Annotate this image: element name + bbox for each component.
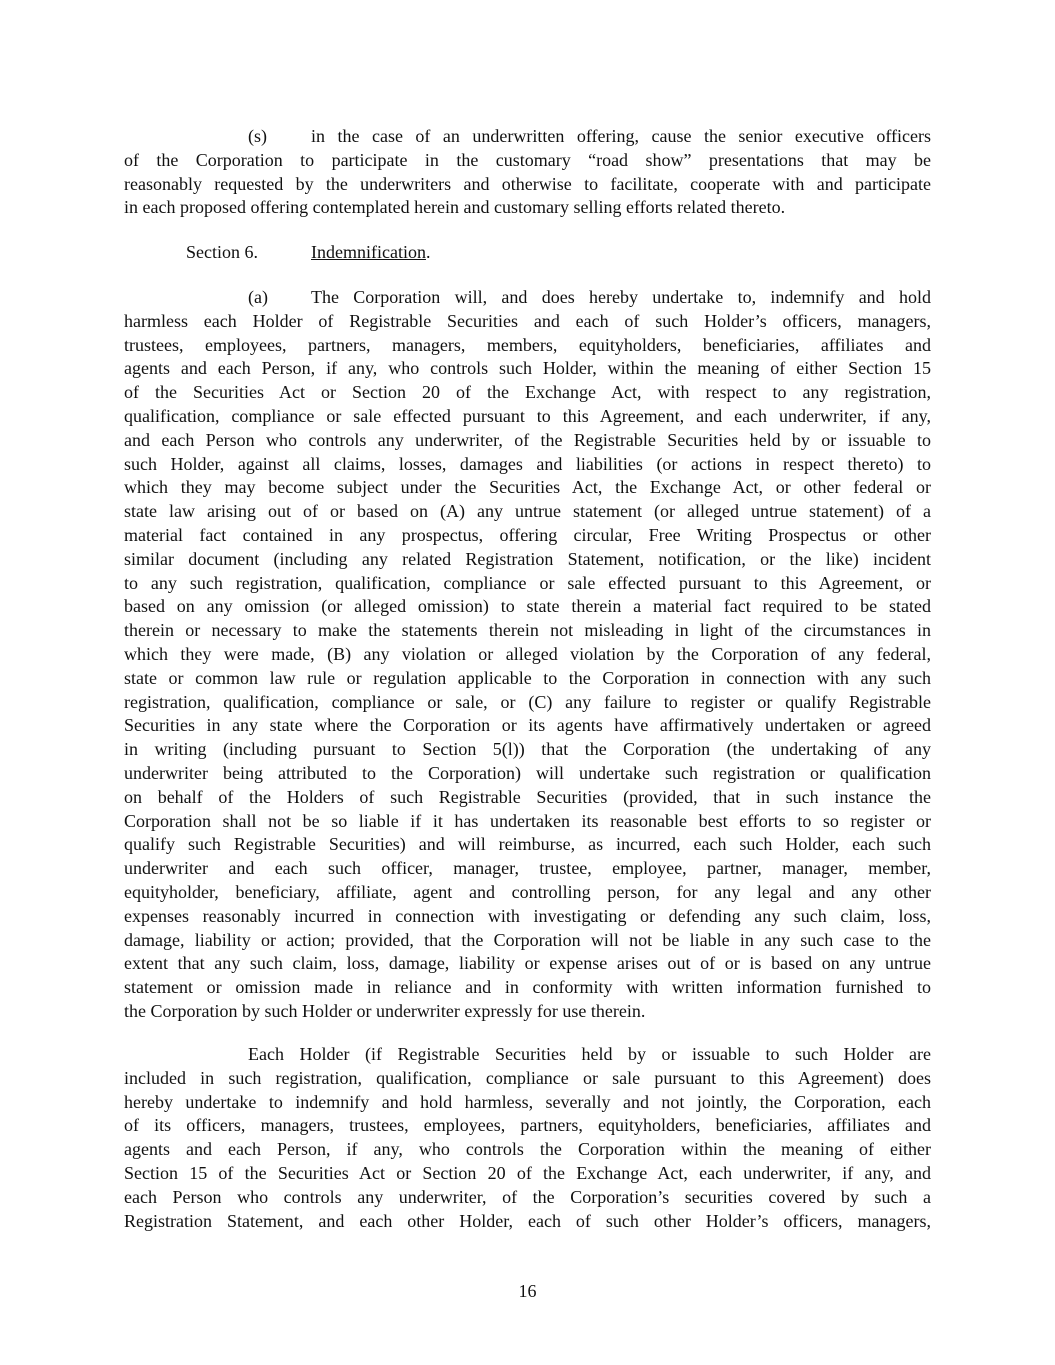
text-line	[124, 952, 931, 976]
text-line-content: material fact contained in any prospectus, offering circular, Free Writing Prospectus or other	[124, 524, 931, 545]
paragraph-label: (s)	[248, 126, 267, 146]
text-line-content: in writing (including pursuant to Section 5(l)) that the Corporation (the undertaking of any	[124, 739, 931, 760]
text-line-content: such Holder, against all claims, losses, damages and liabilities (or actions in respect thereto) to	[124, 453, 931, 474]
text-line	[124, 786, 931, 810]
text-line-content: agents and each Person, if any, who controls the Corporation within the meaning of either	[124, 1139, 931, 1160]
text-line	[124, 619, 931, 643]
page-number: 16	[518, 1281, 537, 1301]
text-line	[124, 929, 931, 953]
text-line	[124, 1114, 931, 1138]
text-line	[124, 286, 931, 310]
text-line	[124, 357, 931, 381]
text-line-content: trustees, employees, partners, managers, members, equityholders, beneficiaries, affiliates and	[124, 334, 931, 355]
text-line	[124, 738, 931, 762]
text-line-content: qualification, compliance or sale effected pursuant to this Agreement, and each underwriter, if any,	[124, 405, 931, 426]
text-line-content: underwriter being attributed to the Corporation) will undertake such registration or qualification	[124, 762, 931, 783]
text-line-content: qualify such Registrable Securities) and will reimburse, as incurred, each such Holder, each such	[124, 834, 931, 855]
text-line	[124, 691, 931, 715]
text-line	[124, 762, 931, 786]
text-line-content: reasonably requested by the underwriters and otherwise to facilitate, cooperate with and participate	[124, 173, 931, 194]
section-title-period: .	[425, 242, 431, 262]
text-line	[124, 476, 931, 500]
text-line	[124, 334, 931, 358]
text-line	[124, 149, 931, 173]
text-line	[124, 1043, 931, 1067]
text-line-content: equityholder, beneficiary, affiliate, agent and controlling person, for any legal and any other	[124, 881, 931, 902]
text-line-content: therein or necessary to make the statements therein not misleading in light of the circumstances in	[124, 620, 931, 641]
text-line-content: agents and each Person, if any, who controls such Holder, within the meaning of either Section 15	[124, 358, 931, 379]
text-line-content: and each Person who controls any underwriter, of the Registrable Securities held by or issuable to	[124, 429, 931, 450]
text-line-content: damage, liability or action; provided, that the Corporation will not be liable in any such case to the	[124, 929, 931, 950]
section-number: Section 6.	[186, 242, 258, 262]
paragraph-each-holder	[124, 1043, 931, 1233]
section-title: Indemnification	[311, 242, 426, 262]
text-line	[124, 1138, 931, 1162]
text-line-content: extent that any such claim, loss, damage, liability or expense arises out of or is based on any untrue	[124, 953, 931, 974]
text-line-content: Corporation shall not be so liable if it has undertaken its reasonable best efforts to so register or	[124, 810, 931, 831]
text-line-content: statement or omission made in reliance and in conformity with written information furnished to	[124, 977, 931, 998]
text-line-content: of its officers, managers, trustees, employees, partners, equityholders, beneficiaries, affiliates and	[124, 1115, 931, 1136]
text-line-content: Section 15 of the Securities Act or Section 20 of the Exchange Act, each underwriter, if any, and	[124, 1162, 931, 1183]
text-line-content: which they may become subject under the Securities Act, the Exchange Act, or other federal or	[124, 477, 931, 498]
text-line	[124, 643, 931, 667]
text-line	[124, 595, 931, 619]
text-line-content: The Corporation will, and does hereby undertake to, indemnify and hold	[311, 287, 931, 307]
text-line-content: in the case of an underwritten offering, cause the senior executive officers	[311, 126, 931, 146]
text-line-content: the Corporation by such Holder or underwriter expressly for use therein.	[124, 1000, 646, 1021]
text-line-content: included in such registration, qualification, compliance or sale pursuant to this Agreement) does	[124, 1067, 931, 1088]
text-line	[124, 833, 931, 857]
text-line	[124, 196, 931, 220]
text-line	[124, 381, 931, 405]
text-line-content: registration, qualification, compliance or sale, or (C) any failure to register or qualify Registrable	[124, 691, 931, 712]
text-line-content: in each proposed offering contemplated herein and customary selling efforts related thereto.	[124, 197, 786, 218]
text-line-content: each Person who controls any underwriter, of the Corporation’s securities covered by such a	[124, 1186, 931, 1207]
text-line	[124, 1210, 931, 1234]
section-heading	[186, 241, 430, 265]
text-line-content: which they were made, (B) any violation or alleged violation by the Corporation of any federal,	[124, 643, 931, 664]
text-line	[124, 548, 931, 572]
text-line-content: underwriter and each such officer, manager, trustee, employee, partner, manager, member,	[124, 858, 931, 879]
text-line	[124, 976, 931, 1000]
text-line	[124, 453, 931, 477]
text-line-content: to any such registration, qualification, compliance or sale effected pursuant to this Agreement, or	[124, 572, 931, 593]
text-line-content: Registration Statement, and each other Holder, each of such other Holder’s officers, managers,	[124, 1210, 931, 1231]
text-line-content: of the Corporation to participate in the customary “road show” presentations that may be	[124, 149, 931, 170]
text-line	[124, 810, 931, 834]
text-line-content: state law arising out of or based on (A) any untrue statement (or alleged untrue statement) of a	[124, 501, 931, 522]
text-line-content: state or common law rule or regulation applicable to the Corporation in connection with any such	[124, 667, 931, 688]
text-line	[124, 173, 931, 197]
text-line	[124, 429, 931, 453]
text-line	[124, 905, 931, 929]
text-line	[124, 1000, 931, 1024]
text-line	[124, 667, 931, 691]
paragraph-s	[124, 125, 931, 220]
text-line-content: based on any omission (or alleged omission) to state therein a material fact required to be stated	[124, 596, 931, 617]
text-line	[124, 500, 931, 524]
text-line	[124, 310, 931, 334]
text-line	[124, 857, 931, 881]
text-line	[124, 1186, 931, 1210]
paragraph-label: (a)	[248, 287, 268, 307]
text-line	[124, 1162, 931, 1186]
text-line	[124, 572, 931, 596]
text-line	[124, 405, 931, 429]
text-line	[124, 1067, 931, 1091]
text-line-content: harmless each Holder of Registrable Securities and each of such Holder’s officers, managers,	[124, 310, 931, 331]
text-line-content: Each Holder (if Registrable Securities held by or issuable to such Holder are	[248, 1044, 931, 1064]
text-line-content: hereby undertake to indemnify and hold harmless, severally and not jointly, the Corporation, each	[124, 1091, 931, 1112]
text-line	[124, 125, 931, 149]
text-line	[124, 714, 931, 738]
text-line-content: Securities in any state where the Corporation or its agents have affirmatively undertaken or agreed	[124, 715, 931, 736]
text-line-content: expenses reasonably incurred in connection with investigating or defending any such claim, loss,	[124, 905, 931, 926]
text-line-content: of the Securities Act or Section 20 of the Exchange Act, with respect to any registration,	[124, 382, 931, 403]
text-line	[124, 524, 931, 548]
text-line-content: similar document (including any related Registration Statement, notification, or the like) incident	[124, 548, 931, 569]
text-line	[124, 881, 931, 905]
text-line	[124, 1091, 931, 1115]
paragraph-a	[124, 286, 931, 1024]
text-line-content: on behalf of the Holders of such Registrable Securities (provided, that in such instance the	[124, 786, 931, 807]
